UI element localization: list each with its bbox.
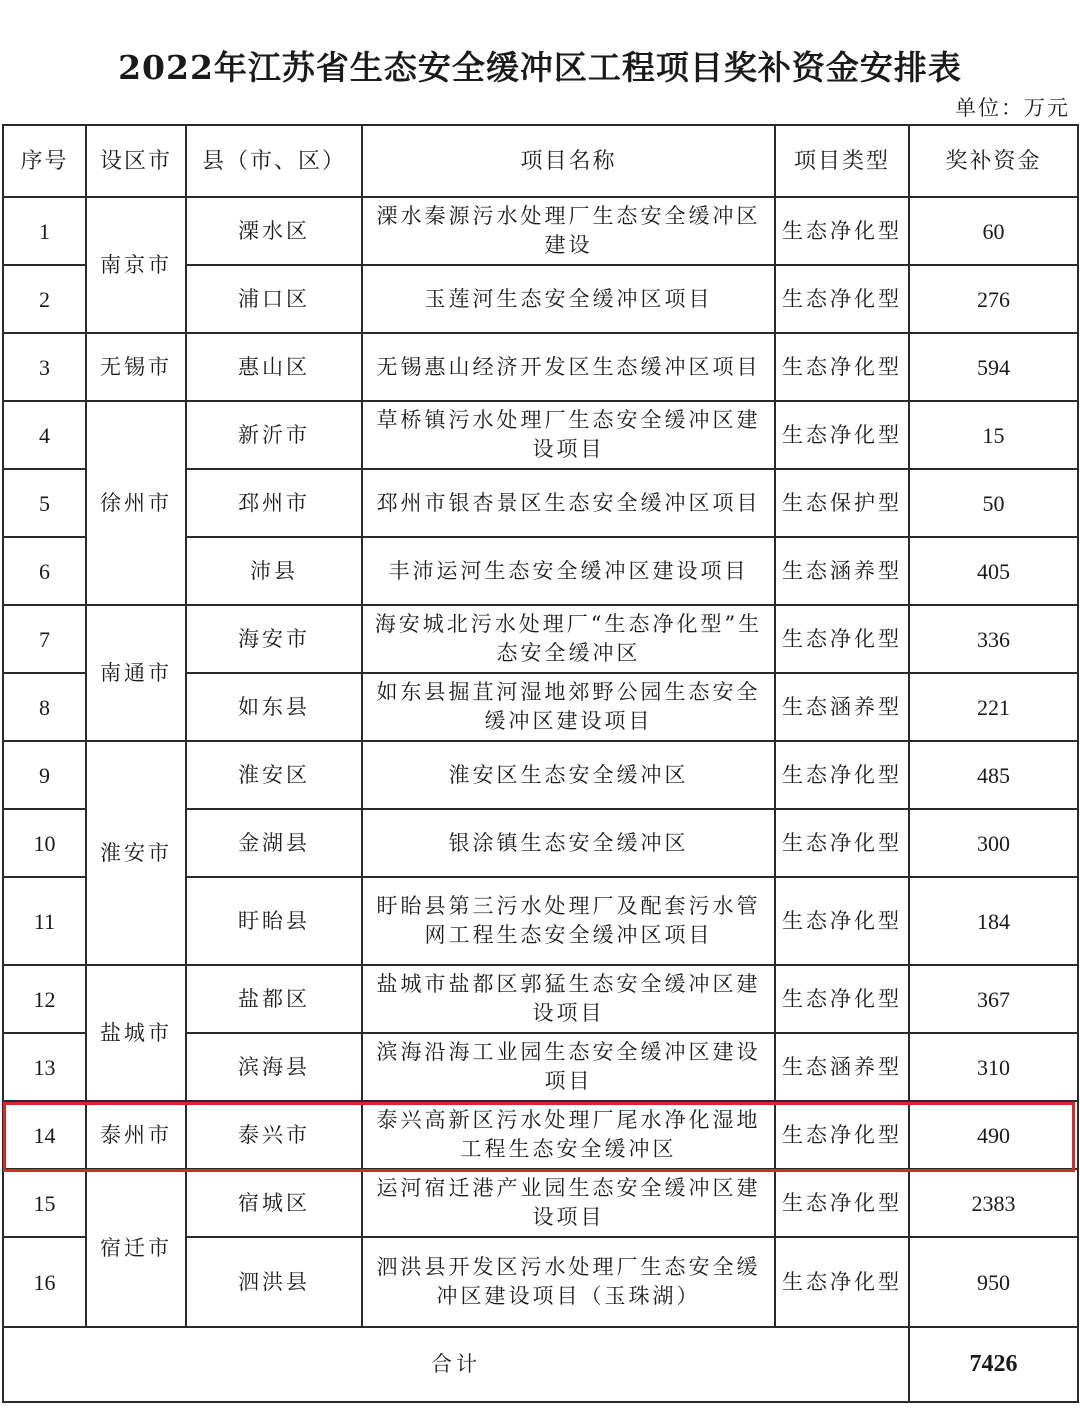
row-no: 8 (3, 673, 86, 741)
row-no: 16 (3, 1237, 86, 1327)
fund-cell: 405 (909, 537, 1078, 605)
row-no: 15 (3, 1169, 86, 1237)
fund-cell: 300 (909, 809, 1078, 877)
table-row (3, 1169, 1078, 1237)
row-no: 6 (3, 537, 86, 605)
project-cell: 海安城北污水处理厂“生态净化型”生态安全缓冲区 (362, 605, 775, 673)
fund-cell: 276 (909, 265, 1078, 333)
table-title: 2022年江苏省生态安全缓冲区工程项目奖补资金安排表 (118, 48, 962, 87)
table-header-row (3, 125, 1078, 197)
city-cell: 泰州市 (86, 1101, 186, 1169)
row-no: 10 (3, 809, 86, 877)
fund-cell: 184 (909, 877, 1078, 965)
type-cell: 生态净化型 (775, 877, 909, 965)
unit-label: 单位：万元 (955, 96, 1070, 120)
fund-cell: 490 (909, 1101, 1078, 1169)
project-cell: 泗洪县开发区污水处理厂生态安全缓冲区建设项目（玉珠湖） (362, 1237, 775, 1327)
type-cell: 生态净化型 (775, 1237, 909, 1327)
row-no: 14 (3, 1101, 86, 1169)
type-cell: 生态净化型 (775, 265, 909, 333)
project-cell: 滨海沿海工业园生态安全缓冲区建设项目 (362, 1033, 775, 1101)
fund-cell: 310 (909, 1033, 1078, 1101)
project-cell: 泰兴高新区污水处理厂尾水净化湿地工程生态安全缓冲区 (362, 1101, 775, 1169)
type-cell: 生态涵养型 (775, 537, 909, 605)
county-cell: 泗洪县 (186, 1237, 362, 1327)
total-value: 7426 (909, 1327, 1078, 1402)
row-no: 7 (3, 605, 86, 673)
type-cell: 生态净化型 (775, 1101, 909, 1169)
county-cell: 新沂市 (186, 401, 362, 469)
city-cell: 徐州市 (86, 401, 186, 605)
city-cell: 淮安市 (86, 741, 186, 965)
row-no: 4 (3, 401, 86, 469)
total-label: 合计 (3, 1327, 909, 1402)
project-cell: 淮安区生态安全缓冲区 (362, 741, 775, 809)
type-cell: 生态净化型 (775, 605, 909, 673)
type-cell: 生态净化型 (775, 401, 909, 469)
county-cell: 溧水区 (186, 197, 362, 265)
county-cell: 如东县 (186, 673, 362, 741)
type-cell: 生态净化型 (775, 1169, 909, 1237)
fund-table (2, 124, 1079, 1403)
fund-cell: 485 (909, 741, 1078, 809)
table-row (3, 741, 1078, 809)
type-cell: 生态净化型 (775, 741, 909, 809)
city-cell: 盐城市 (86, 965, 186, 1101)
row-no: 1 (3, 197, 86, 265)
header-city: 设区市 (86, 125, 186, 197)
row-no: 3 (3, 333, 86, 401)
project-cell: 盱眙县第三污水处理厂及配套污水管网工程生态安全缓冲区项目 (362, 877, 775, 965)
project-cell: 溧水秦源污水处理厂生态安全缓冲区建设 (362, 197, 775, 265)
row-no: 13 (3, 1033, 86, 1101)
row-no: 9 (3, 741, 86, 809)
county-cell: 邳州市 (186, 469, 362, 537)
county-cell: 淮安区 (186, 741, 362, 809)
header-county: 县（市、区） (186, 125, 362, 197)
fund-cell: 367 (909, 965, 1078, 1033)
county-cell: 沛县 (186, 537, 362, 605)
project-cell: 草桥镇污水处理厂生态安全缓冲区建设项目 (362, 401, 775, 469)
header-no: 序号 (3, 125, 86, 197)
city-cell: 宿迁市 (86, 1169, 186, 1327)
project-cell: 玉莲河生态安全缓冲区项目 (362, 265, 775, 333)
fund-cell: 336 (909, 605, 1078, 673)
county-cell: 宿城区 (186, 1169, 362, 1237)
fund-cell: 594 (909, 333, 1078, 401)
fund-cell: 60 (909, 197, 1078, 265)
row-no: 2 (3, 265, 86, 333)
project-cell: 盐城市盐都区郭猛生态安全缓冲区建设项目 (362, 965, 775, 1033)
type-cell: 生态净化型 (775, 333, 909, 401)
fund-cell: 15 (909, 401, 1078, 469)
table-row (3, 605, 1078, 673)
table-row (3, 197, 1078, 265)
table-row (3, 401, 1078, 469)
project-cell: 邳州市银杏景区生态安全缓冲区项目 (362, 469, 775, 537)
project-cell: 银涂镇生态安全缓冲区 (362, 809, 775, 877)
project-cell: 运河宿迁港产业园生态安全缓冲区建设项目 (362, 1169, 775, 1237)
type-cell: 生态涵养型 (775, 1033, 909, 1101)
city-cell: 南通市 (86, 605, 186, 741)
county-cell: 浦口区 (186, 265, 362, 333)
project-cell: 如东县掘苴河湿地郊野公园生态安全缓冲区建设项目 (362, 673, 775, 741)
county-cell: 滨海县 (186, 1033, 362, 1101)
total-row (3, 1327, 1078, 1402)
fund-cell: 221 (909, 673, 1078, 741)
header-project: 项目名称 (362, 125, 775, 197)
type-cell: 生态净化型 (775, 965, 909, 1033)
county-cell: 盐都区 (186, 965, 362, 1033)
project-cell: 丰沛运河生态安全缓冲区建设项目 (362, 537, 775, 605)
table-row (3, 965, 1078, 1033)
city-cell: 无锡市 (86, 333, 186, 401)
table-row-highlighted (3, 1101, 1078, 1169)
table-row (3, 333, 1078, 401)
type-cell: 生态涵养型 (775, 673, 909, 741)
county-cell: 金湖县 (186, 809, 362, 877)
county-cell: 泰兴市 (186, 1101, 362, 1169)
type-cell: 生态净化型 (775, 809, 909, 877)
type-cell: 生态保护型 (775, 469, 909, 537)
fund-cell: 2383 (909, 1169, 1078, 1237)
project-cell: 无锡惠山经济开发区生态缓冲区项目 (362, 333, 775, 401)
row-no: 11 (3, 877, 86, 965)
city-cell: 南京市 (86, 197, 186, 333)
county-cell: 盱眙县 (186, 877, 362, 965)
fund-cell: 50 (909, 469, 1078, 537)
row-no: 5 (3, 469, 86, 537)
header-type: 项目类型 (775, 125, 909, 197)
header-fund: 奖补资金 (909, 125, 1078, 197)
county-cell: 海安市 (186, 605, 362, 673)
row-no: 12 (3, 965, 86, 1033)
fund-cell: 950 (909, 1237, 1078, 1327)
county-cell: 惠山区 (186, 333, 362, 401)
type-cell: 生态净化型 (775, 197, 909, 265)
